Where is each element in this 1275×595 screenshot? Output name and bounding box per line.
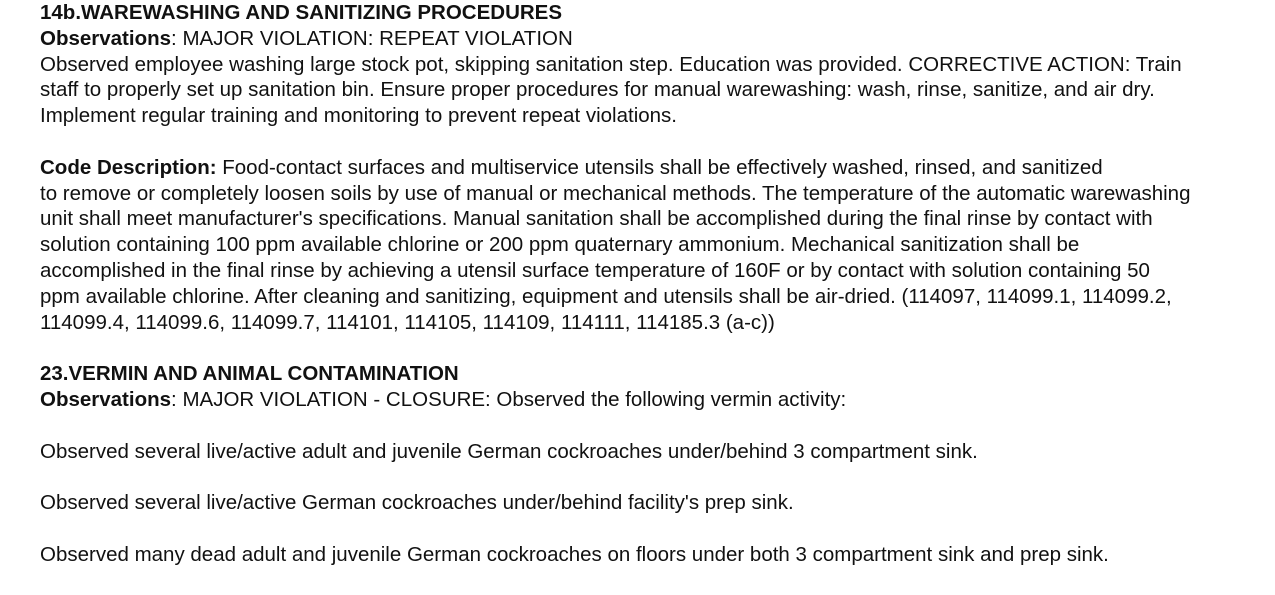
spacer (40, 129, 1275, 155)
code-description-line: to remove or completely loosen soils by use of manual or mechanical methods. The temperature of the automatic warewashing (40, 181, 1191, 205)
observations-separator: : (171, 26, 183, 50)
observation-body-line: Observed employee washing large stock pot, skipping sanitation step. Education was provided. CORRECTIVE ACTION: Train (40, 52, 1182, 76)
finding-line: Observed many dead adult and juvenile German cockroaches on floors under both 3 compartment sink and prep sink. (40, 542, 1109, 566)
code-description-line: accomplished in the final rinse by achieving a utensil surface temperature of 160F or by contact with solution containing 50 (40, 258, 1150, 282)
observations-separator: : (171, 387, 183, 411)
code-description-label: Code Description: (40, 155, 217, 179)
section-heading: 23.VERMIN AND ANIMAL CONTAMINATION (40, 362, 459, 386)
code-description-line (40, 155, 1275, 181)
code-description-line: 114099.4, 114099.6, 114099.7, 114101, 114105, 114109, 114111, 114185.3 (a-c)) (40, 310, 775, 334)
section-heading: 14b.WAREWASHING AND SANITIZING PROCEDURES (40, 1, 563, 24)
observations-line (40, 387, 1275, 413)
observations-text: MAJOR VIOLATION - CLOSURE: Observed the following vermin activity: (182, 387, 847, 411)
finding-line: Observed several live/active adult and juvenile German cockroaches under/behind 3 compartment sink. (40, 439, 978, 463)
observations-label: Observations (40, 387, 172, 411)
code-description-line: solution containing 100 ppm available chlorine or 200 ppm quaternary ammonium. Mechanical sanitization shall be (40, 233, 1080, 257)
spacer (40, 464, 1275, 490)
inspection-report (40, 0, 1275, 568)
spacer (40, 335, 1275, 361)
observation-body-line: staff to properly set up sanitation bin. Ensure proper procedures for manual warewashing: wash, rinse, sanitize, and air dry. (40, 78, 1155, 102)
finding-line: Observed several live/active German cockroaches under/behind facility's prep sink. (40, 491, 794, 515)
section-warewashing (40, 0, 1275, 361)
observations-line (40, 26, 1275, 52)
code-description-text: Food-contact surfaces and multiservice utensils shall be effectively washed, rinsed, and sanitized (216, 155, 1103, 179)
code-description-line: ppm available chlorine. After cleaning and sanitizing, equipment and utensils shall be air-dried. (114097, 114099.1, 114099.2, (40, 284, 1172, 308)
spacer (40, 413, 1275, 439)
section-vermin (40, 361, 1275, 567)
observation-body-line: Implement regular training and monitoring to prevent repeat violations. (40, 104, 677, 128)
observations-label: Observations (40, 26, 172, 50)
spacer (40, 516, 1275, 542)
observations-text: MAJOR VIOLATION: REPEAT VIOLATION (182, 26, 573, 50)
code-description-line: unit shall meet manufacturer's specifications. Manual sanitation shall be accomplished during the final rinse by contact with (40, 207, 1153, 231)
